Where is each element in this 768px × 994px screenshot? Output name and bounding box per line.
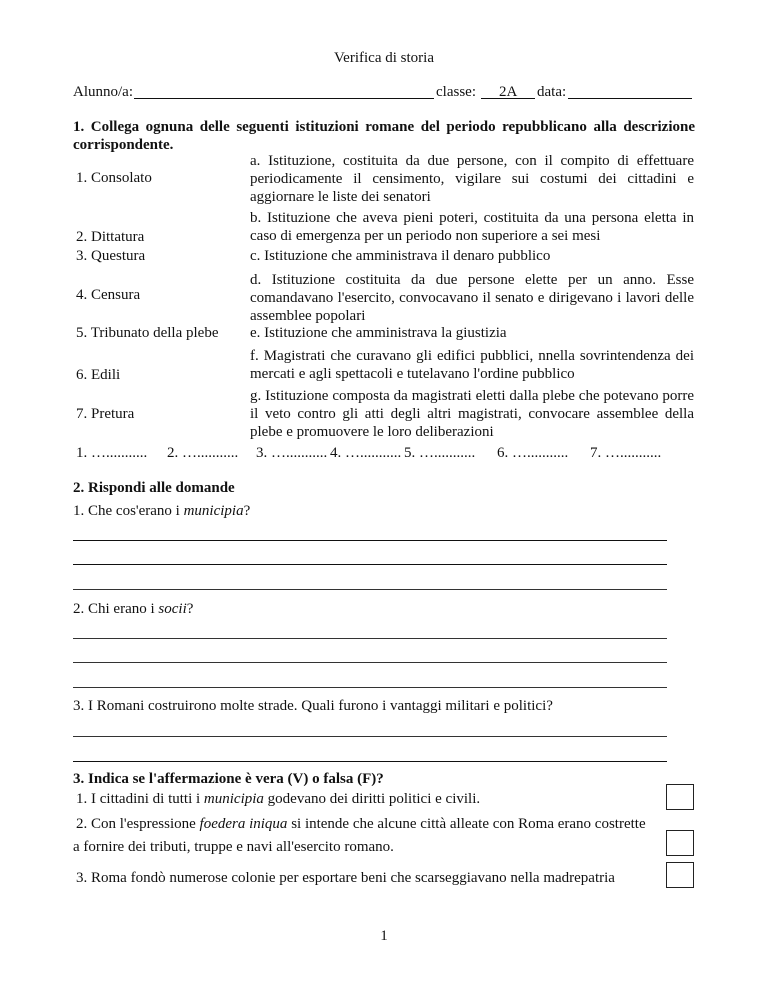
question-2-text: 2. Chi erano i <box>73 601 159 617</box>
answer-slot-1[interactable]: 1. …........... <box>76 445 148 461</box>
page-title: Verifica di storia <box>334 50 434 66</box>
answer-line[interactable] <box>73 662 667 663</box>
page-number: 1 <box>380 928 388 944</box>
answer-box-2[interactable] <box>666 830 694 856</box>
description-e: e. Istituzione che amministrava la giustizia <box>250 325 507 341</box>
question-1-term: municipia <box>183 503 244 519</box>
answer-line[interactable] <box>73 638 667 639</box>
answer-line[interactable] <box>73 540 667 541</box>
statement-2-suffix: si intende che alcune città alleate con Roma erano costrette <box>287 816 646 832</box>
date-field[interactable] <box>568 98 692 99</box>
description-a: a. Istituzione, costituita da due persone, con il compito di effettuare periodicamente il censimento, vigilare sui costumi dei cittadini e aggiornare le liste dei senatori <box>250 153 694 205</box>
institution-4: 4. Censura <box>76 287 141 303</box>
section2-heading: 2. Rispondi alle domande <box>73 480 235 496</box>
statement-2 <box>76 815 646 833</box>
institution-1: 1. Consolato <box>76 170 152 186</box>
answer-box-1[interactable] <box>666 784 694 810</box>
description-c: c. Istituzione che amministrava il denaro pubblico <box>250 248 551 264</box>
answer-line[interactable] <box>73 687 667 688</box>
statement-1-suffix: godevano dei diritti politici e civili. <box>263 791 481 807</box>
institution-2: 2. Dittatura <box>76 229 145 245</box>
answer-slot-4[interactable]: 4. …........... <box>330 445 402 461</box>
statement-1 <box>76 790 480 808</box>
question-1 <box>73 502 250 520</box>
description-d: d. Istituzione costituita da due persone elette per un anno. Esse comandavano l'esercito, convocavano il senato e dirigevano i lavori delle assemblee popolari <box>250 272 694 324</box>
statement-2-line-2: a fornire dei tributi, truppe e navi all'esercito romano. <box>73 839 394 855</box>
answer-slot-5[interactable]: 5. …........... <box>404 445 476 461</box>
date-label: data: <box>537 84 567 100</box>
section3-heading: 3. Indica se l'affermazione è vera (V) o falsa (F)? <box>73 771 384 787</box>
class-value: 2A <box>499 84 518 100</box>
institution-3: 3. Questura <box>76 248 146 264</box>
statement-1-term: municipia <box>203 791 264 807</box>
answer-line[interactable] <box>73 589 667 590</box>
answer-line[interactable] <box>73 564 667 565</box>
answer-slot-3[interactable]: 3. …........... <box>256 445 328 461</box>
question-2 <box>73 600 193 618</box>
description-b: b. Istituzione che aveva pieni poteri, costituita da una persona eletta in caso di emergenza per un periodo non superiore a sei mesi <box>250 210 694 244</box>
institution-7: 7. Pretura <box>76 406 135 422</box>
description-f: f. Magistrati che curavano gli edifici pubblici, nnella sovrintendenza dei mercati e agli spettacoli e tutelavano l'ordine pubblico <box>250 348 694 382</box>
section1-heading: 1. Collega ognuna delle seguenti istituzioni romane del periodo repubblicano alla descrizione corrispondente. <box>73 119 695 153</box>
answer-slot-7[interactable]: 7. …........... <box>590 445 662 461</box>
statement-2-term: foedera iniqua <box>199 816 288 832</box>
student-label: Alunno/a: <box>73 84 133 100</box>
question-2-term: socii <box>158 601 187 617</box>
question-1-suffix: ? <box>243 503 251 519</box>
student-name-field[interactable] <box>134 98 434 99</box>
question-2-suffix: ? <box>186 601 194 617</box>
institution-6: 6. Edili <box>76 367 121 383</box>
answer-slot-6[interactable]: 6. …........... <box>497 445 569 461</box>
description-g: g. Istituzione composta da magistrati eletti dalla plebe che potevano porre il veto contro gli atti degli altri magistrati, convocare assemblee della plebe e promuovere le loro deliberazioni <box>250 388 694 440</box>
statement-3: 3. Roma fondò numerose colonie per esportare beni che scarseggiavano nella madrepatria <box>76 870 615 886</box>
class-label: classe: <box>436 84 476 100</box>
answer-slot-2[interactable]: 2. …........... <box>167 445 239 461</box>
institution-5: 5. Tribunato della plebe <box>76 325 219 341</box>
question-3: 3. I Romani costruirono molte strade. Quali furono i vantaggi militari e politici? <box>73 698 553 714</box>
answer-line[interactable] <box>73 761 667 762</box>
answer-line[interactable] <box>73 736 667 737</box>
question-1-text: 1. Che cos'erano i <box>73 503 184 519</box>
statement-2-text: 2. Con l'espressione <box>76 816 200 832</box>
statement-1-text: 1. I cittadini di tutti i <box>76 791 204 807</box>
answer-box-3[interactable] <box>666 862 694 888</box>
